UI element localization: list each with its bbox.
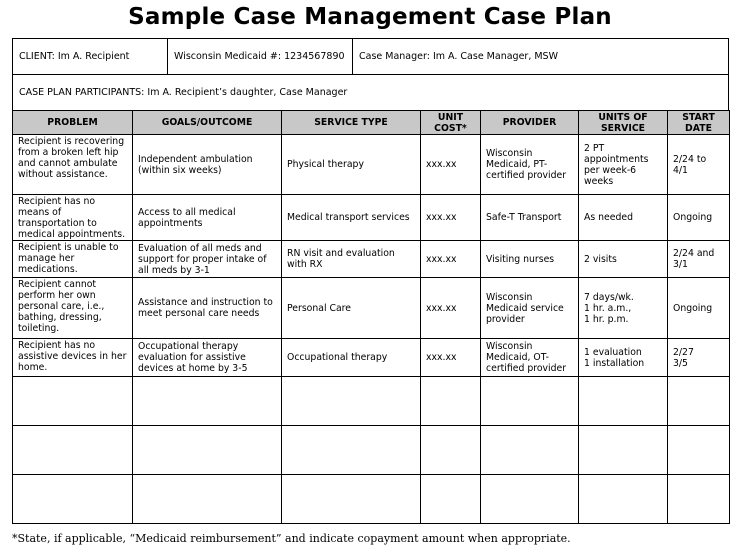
cell-empty: [133, 475, 282, 524]
table-row-empty: [13, 426, 730, 475]
cell-unit-cost: xxx.xx: [421, 241, 481, 278]
table-row: [13, 278, 730, 339]
table-row: [13, 241, 730, 278]
cell-empty: [133, 426, 282, 475]
footnote: *State, if applicable, “Medicaid reimbursement” and indicate copayment amount when appropriate.: [12, 532, 571, 545]
cell-empty: [13, 426, 133, 475]
cell-empty: [481, 377, 579, 426]
cell-empty: [282, 377, 421, 426]
cell-start-date: 2/24 to 4/1: [668, 135, 730, 195]
cell-service-type: Occupational therapy: [282, 339, 421, 377]
cell-empty: [282, 475, 421, 524]
cell-service-type: Personal Care: [282, 278, 421, 339]
col-header-goals: GOALS/OUTCOME: [133, 111, 282, 135]
table-row-empty: [13, 475, 730, 524]
cell-start-date: Ongoing: [668, 195, 730, 241]
cell-start-date: 2/27 3/5: [668, 339, 730, 377]
col-header-units: UNITS OF SERVICE: [579, 111, 668, 135]
cell-empty: [421, 377, 481, 426]
cell-provider: Wisconsin Medicaid service provider: [481, 278, 579, 339]
col-header-provider: PROVIDER: [481, 111, 579, 135]
cell-units: 2 PT appointments per week-6 weeks: [579, 135, 668, 195]
case-plan-participants: CASE PLAN PARTICIPANTS: Im A. Recipient’s daughter, Case Manager: [12, 74, 729, 111]
cell-provider: Safe-T Transport: [481, 195, 579, 241]
table-row: [13, 195, 730, 241]
cell-units: As needed: [579, 195, 668, 241]
cell-units: 2 visits: [579, 241, 668, 278]
cell-unit-cost: xxx.xx: [421, 278, 481, 339]
cell-problem: Recipient has no assistive devices in her home.: [13, 339, 133, 377]
client-field: CLIENT: Im A. Recipient: [13, 39, 168, 74]
cell-units: 7 days/wk. 1 hr. a.m., 1 hr. p.m.: [579, 278, 668, 339]
cell-empty: [282, 426, 421, 475]
cell-empty: [421, 426, 481, 475]
cell-goals: Independent ambulation (within six weeks): [133, 135, 282, 195]
cell-provider: Wisconsin Medicaid, PT-certified provider: [481, 135, 579, 195]
table-row-empty: [13, 377, 730, 426]
cell-goals: Evaluation of all meds and support for proper intake of all meds by 3-1: [133, 241, 282, 278]
cell-unit-cost: xxx.xx: [421, 135, 481, 195]
cell-problem: Recipient has no means of transportation to medical appointments.: [13, 195, 133, 241]
table-row: [13, 135, 730, 195]
cell-goals: Access to all medical appointments: [133, 195, 282, 241]
cell-empty: [133, 377, 282, 426]
cell-problem: Recipient cannot perform her own personal care, i.e., bathing, dressing, toileting.: [13, 278, 133, 339]
table-row: [13, 339, 730, 377]
cell-empty: [579, 377, 668, 426]
cell-service-type: Physical therapy: [282, 135, 421, 195]
cell-goals: Assistance and instruction to meet personal care needs: [133, 278, 282, 339]
cell-empty: [579, 426, 668, 475]
cell-empty: [13, 475, 133, 524]
case-plan-table: [12, 110, 730, 524]
cell-service-type: Medical transport services: [282, 195, 421, 241]
cell-goals: Occupational therapy evaluation for assistive devices at home by 3-5: [133, 339, 282, 377]
medicaid-number-field: Wisconsin Medicaid #: 1234567890: [168, 39, 353, 74]
cell-problem: Recipient is recovering from a broken left hip and cannot ambulate without assistance.: [13, 135, 133, 195]
case-manager-field: Case Manager: Im A. Case Manager, MSW: [359, 51, 558, 62]
col-header-start-date: START DATE: [668, 111, 730, 135]
table-header-row: [13, 111, 730, 135]
cell-start-date: 2/24 and 3/1: [668, 241, 730, 278]
cell-start-date: Ongoing: [668, 278, 730, 339]
cell-empty: [13, 377, 133, 426]
cell-empty: [481, 426, 579, 475]
cell-empty: [668, 377, 730, 426]
page-title: Sample Case Management Case Plan: [128, 4, 612, 30]
col-header-service-type: SERVICE TYPE: [282, 111, 421, 135]
cell-provider: Wisconsin Medicaid, OT-certified provider: [481, 339, 579, 377]
client-info-row: [12, 38, 729, 74]
cell-unit-cost: xxx.xx: [421, 195, 481, 241]
cell-provider: Visiting nurses: [481, 241, 579, 278]
cell-service-type: RN visit and evaluation with RX: [282, 241, 421, 278]
cell-empty: [481, 475, 579, 524]
cell-units: 1 evaluation 1 installation: [579, 339, 668, 377]
col-header-problem: PROBLEM: [13, 111, 133, 135]
cell-unit-cost: xxx.xx: [421, 339, 481, 377]
cell-empty: [579, 475, 668, 524]
col-header-unit-cost: UNIT COST*: [421, 111, 481, 135]
cell-empty: [668, 426, 730, 475]
cell-problem: Recipient is unable to manage her medications.: [13, 241, 133, 278]
cell-empty: [421, 475, 481, 524]
cell-empty: [668, 475, 730, 524]
